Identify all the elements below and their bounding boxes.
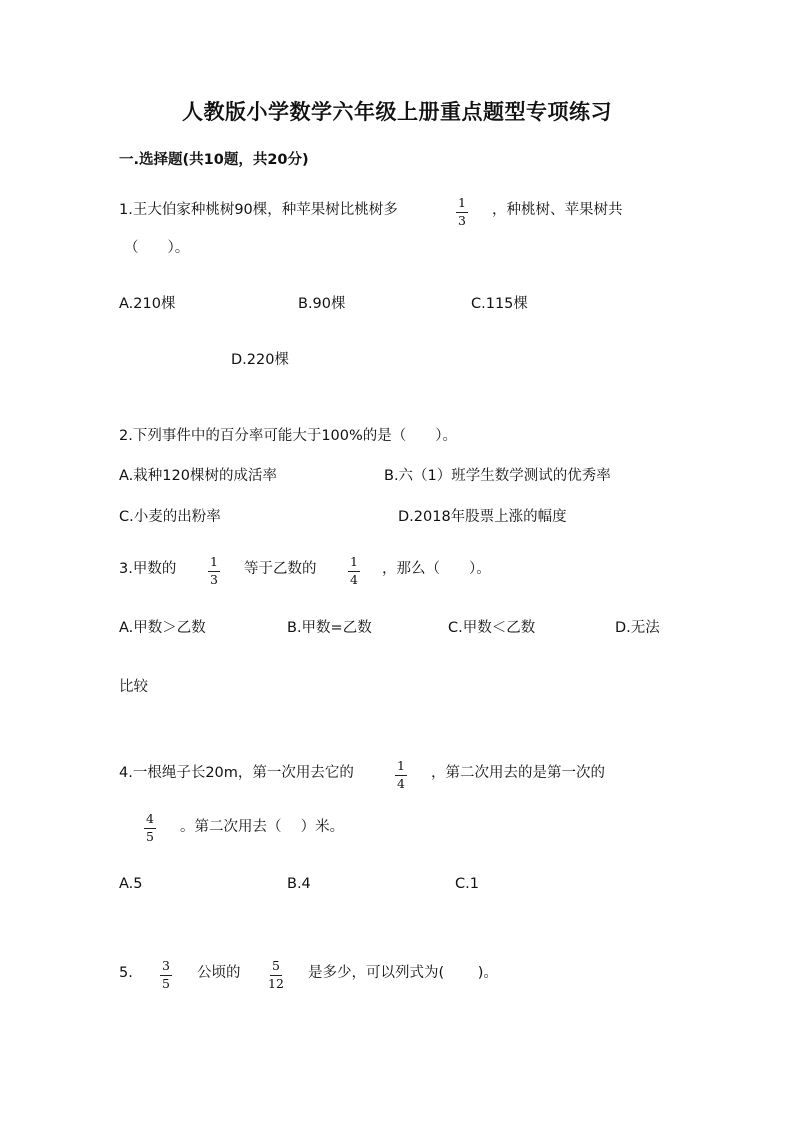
q3-fraction-2 (344, 555, 364, 587)
fraction-numerator: 1 (210, 554, 218, 569)
q5-fraction-1 (156, 959, 176, 991)
q3-option-b[interactable]: B.甲数=乙数 (287, 620, 372, 636)
q2-text: 2.下列事件中的百分率可能大于100%的是（ ）。 (119, 428, 458, 444)
fraction-denominator: 5 (162, 976, 170, 991)
q4-fraction-1 (391, 759, 411, 791)
q5-text-b: 公顷的 (197, 965, 241, 981)
page-title: 人教版小学数学六年级上册重点题型专项练习 (182, 99, 612, 124)
q1-fraction (452, 196, 472, 228)
q2-option-d[interactable]: D.2018年股票上涨的幅度 (398, 509, 567, 525)
fraction-denominator: 12 (268, 976, 284, 991)
q2-option-a[interactable]: A.栽种120棵树的成活率 (119, 468, 277, 484)
q4-text-a: 4.一根绳子长20m，第一次用去它的 (119, 765, 354, 781)
fraction-denominator: 5 (146, 829, 154, 844)
fraction-numerator: 1 (350, 554, 358, 569)
fraction-numerator: 1 (397, 758, 405, 773)
q1-text-a: 1.王大伯家种桃树90棵，种苹果树比桃树多 (119, 202, 398, 218)
q1-option-b[interactable]: B.90棵 (298, 296, 346, 312)
fraction-denominator: 3 (210, 572, 218, 587)
q4-option-b[interactable]: B.4 (287, 876, 311, 892)
q3-text-c: ，那么（ ）。 (382, 561, 491, 577)
q1-option-d[interactable]: D.220棵 (231, 352, 289, 368)
q4-text-b: ，第二次用去的是第一次的 (431, 765, 605, 781)
q5-text-a: 5. (119, 965, 133, 981)
q1-text-b: ，种桃树、苹果树共 (492, 202, 623, 218)
q4-fraction-2 (140, 812, 160, 844)
fraction-denominator: 3 (458, 213, 466, 228)
q2-option-c[interactable]: C.小麦的出粉率 (119, 509, 221, 525)
q2-option-b[interactable]: B.六（1）班学生数学测试的优秀率 (384, 468, 611, 484)
q3-text-b: 等于乙数的 (244, 561, 317, 577)
section-heading: 一.选择题(共10题，共20分) (119, 152, 309, 168)
fraction-numerator: 1 (458, 195, 466, 210)
fraction-denominator: 4 (350, 572, 358, 587)
fraction-numerator: 5 (272, 958, 280, 973)
fraction-numerator: 4 (146, 811, 154, 826)
q3-option-c[interactable]: C.甲数＜乙数 (448, 620, 536, 636)
q1-option-c[interactable]: C.115棵 (471, 296, 528, 312)
fraction-numerator: 3 (162, 958, 170, 973)
q3-fraction-1 (204, 555, 224, 587)
q5-fraction-2 (266, 959, 286, 991)
q4-option-c[interactable]: C.1 (455, 876, 479, 892)
q1-option-a[interactable]: A.210棵 (119, 296, 176, 312)
q3-option-a[interactable]: A.甲数＞乙数 (119, 620, 206, 636)
q5-text-c: 是多少，可以列式为( )。 (308, 965, 498, 981)
q4-option-a[interactable]: A.5 (119, 876, 143, 892)
q3-text-a: 3.甲数的 (119, 561, 177, 577)
q3-option-d-continued: 比较 (119, 679, 148, 695)
q4-text-c: 。第二次用去（ ）米。 (180, 819, 345, 835)
q3-option-d[interactable]: D.无法 (615, 620, 660, 636)
fraction-denominator: 4 (397, 776, 405, 791)
q1-text-c: （ ）。 (124, 240, 190, 256)
